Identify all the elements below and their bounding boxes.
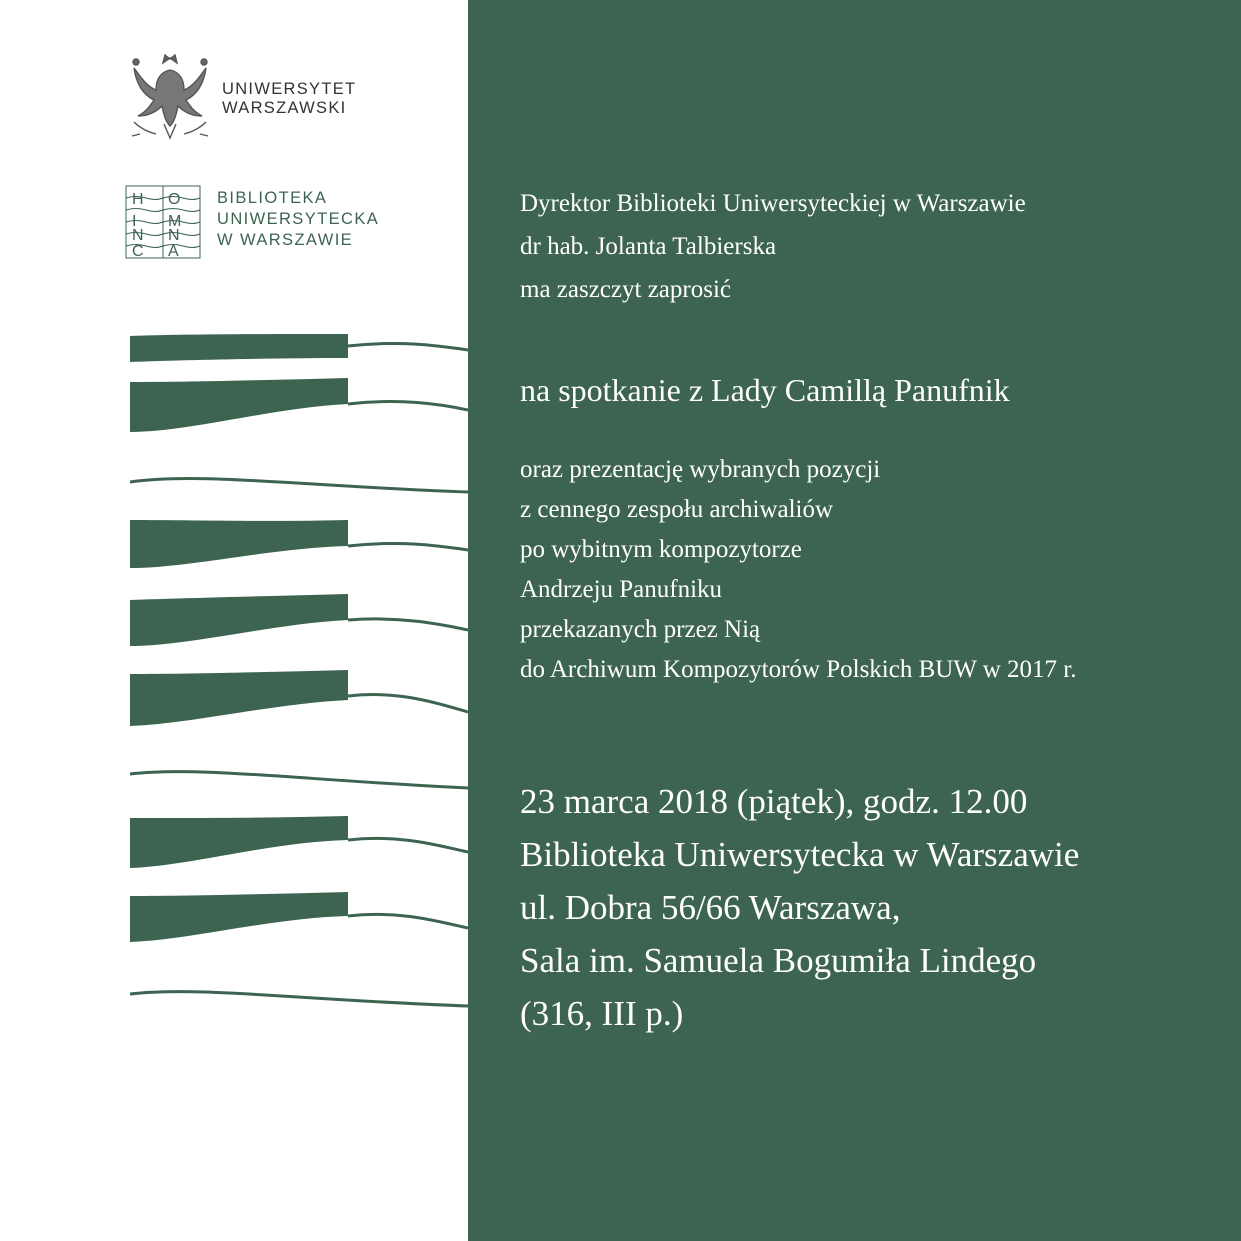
invitation-headline: na spotkanie z Lady Camillą Panufnik (520, 372, 1010, 408)
university-name-line1: UNIWERSYTET (222, 80, 357, 98)
svg-text:I: I (132, 213, 137, 230)
details-line-6: do Archiwum Kompozytorów Polskich BUW w 2017 r. (520, 656, 1077, 683)
svg-text:C: C (132, 243, 144, 260)
piano-keys-icon (0, 0, 468, 1241)
university-name-line2: WARSZAWSKI (222, 99, 347, 117)
event-room-number: (316, III p.) (520, 994, 684, 1033)
library-name-line3: W WARSZAWIE (217, 231, 354, 249)
event-address: ul. Dobra 56/66 Warszawa, (520, 888, 901, 927)
svg-text:O: O (168, 191, 181, 208)
svg-text:N: N (132, 227, 144, 244)
event-room: Sala im. Samuela Bogumiła Lindego (520, 941, 1037, 980)
invitation-intro (520, 187, 1026, 316)
svg-text:M: M (168, 213, 182, 230)
details-line-2: z cennego zespołu archiwaliów (520, 496, 834, 523)
library-name-line2: UNIWERSYTECKA (217, 210, 380, 228)
details-line-1: oraz prezentację wybranych pozycji (520, 456, 881, 483)
intro-line-3: ma zaszczyt zaprosić (520, 276, 731, 303)
event-venue: Biblioteka Uniwersytecka w Warszawie (520, 835, 1080, 874)
svg-text:A: A (168, 243, 179, 260)
library-name-line1: BIBLIOTEKA (217, 189, 328, 207)
details-line-4: Andrzeju Panufniku (520, 576, 723, 603)
event-date: 23 marca 2018 (piątek), godz. 12.00 (520, 782, 1028, 821)
intro-line-2: dr hab. Jolanta Talbierska (520, 233, 777, 260)
intro-line-1: Dyrektor Biblioteki Uniwersyteckiej w Warszawie (520, 190, 1026, 217)
details-line-3: po wybitnym kompozytorze (520, 536, 802, 563)
invitation-details (520, 454, 1076, 694)
event-info (520, 779, 1079, 1044)
svg-text:N: N (168, 227, 180, 244)
svg-text:H: H (132, 191, 144, 208)
details-line-5: przekazanych przez Nią (520, 616, 761, 643)
